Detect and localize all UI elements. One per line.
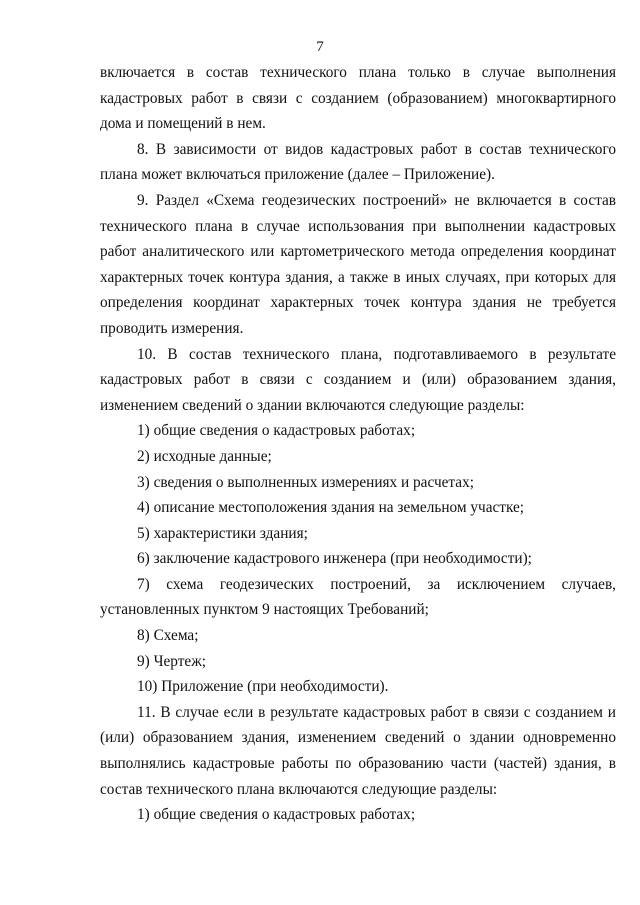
list-item: 9) Чертеж; — [137, 652, 207, 670]
paragraph-intro: включается в состав технического плана только в случае выполнения кадастровых работ в связи с созданием (образованием) многоквартирного дома и помещений в нем. — [100, 64, 616, 133]
list-item: 5) характеристики здания; — [137, 524, 308, 542]
list-item: 4) описание местоположения здания на земельном участке; — [137, 499, 525, 517]
list-item: 8) Схема; — [137, 627, 199, 645]
page-number: 7 — [316, 39, 324, 55]
list-item: 3) сведения о выполненных измерениях и расчетах; — [137, 473, 474, 491]
list-item: 2) исходные данные; — [137, 447, 272, 465]
list-item: 1) общие сведения о кадастровых работах; — [137, 806, 416, 824]
list-item: 10) Приложение (при необходимости). — [137, 678, 389, 696]
list-item: 7) схема геодезических построений, за исключением случаев, установленных пунктом 9 настоящих Требований; — [100, 575, 616, 619]
paragraph-11: 11. В случае если в результате кадастровых работ в связи с созданием и (или) образованием здания, изменением сведений о здании одновременно выполнялись кадастровые работы по образованию части (частей) здания, в состав технического плана включаются следующие разделы: — [100, 703, 616, 798]
paragraph-10: 10. В состав технического плана, подготавливаемого в результате кадастровых работ в связи с созданием и (или) образованием здания, изменением сведений о здании включаются следующие разделы: — [100, 345, 616, 414]
paragraph-8: 8. В зависимости от видов кадастровых работ в состав технического плана может включаться приложение (далее – Приложение). — [100, 140, 616, 184]
document-body — [100, 60, 616, 828]
list-item: 1) общие сведения о кадастровых работах; — [137, 422, 416, 440]
paragraph-9: 9. Раздел «Схема геодезических построений» не включается в состав технического плана в случае использования при выполнении кадастровых работ аналитического или картометрического метода определения координат характерных точек контура здания, а также в иных случаях, при которых для определения координат характерных точек контура здания не требуется проводить измерения. — [100, 191, 616, 337]
list-item: 6) заключение кадастрового инженера (при необходимости); — [137, 550, 532, 568]
